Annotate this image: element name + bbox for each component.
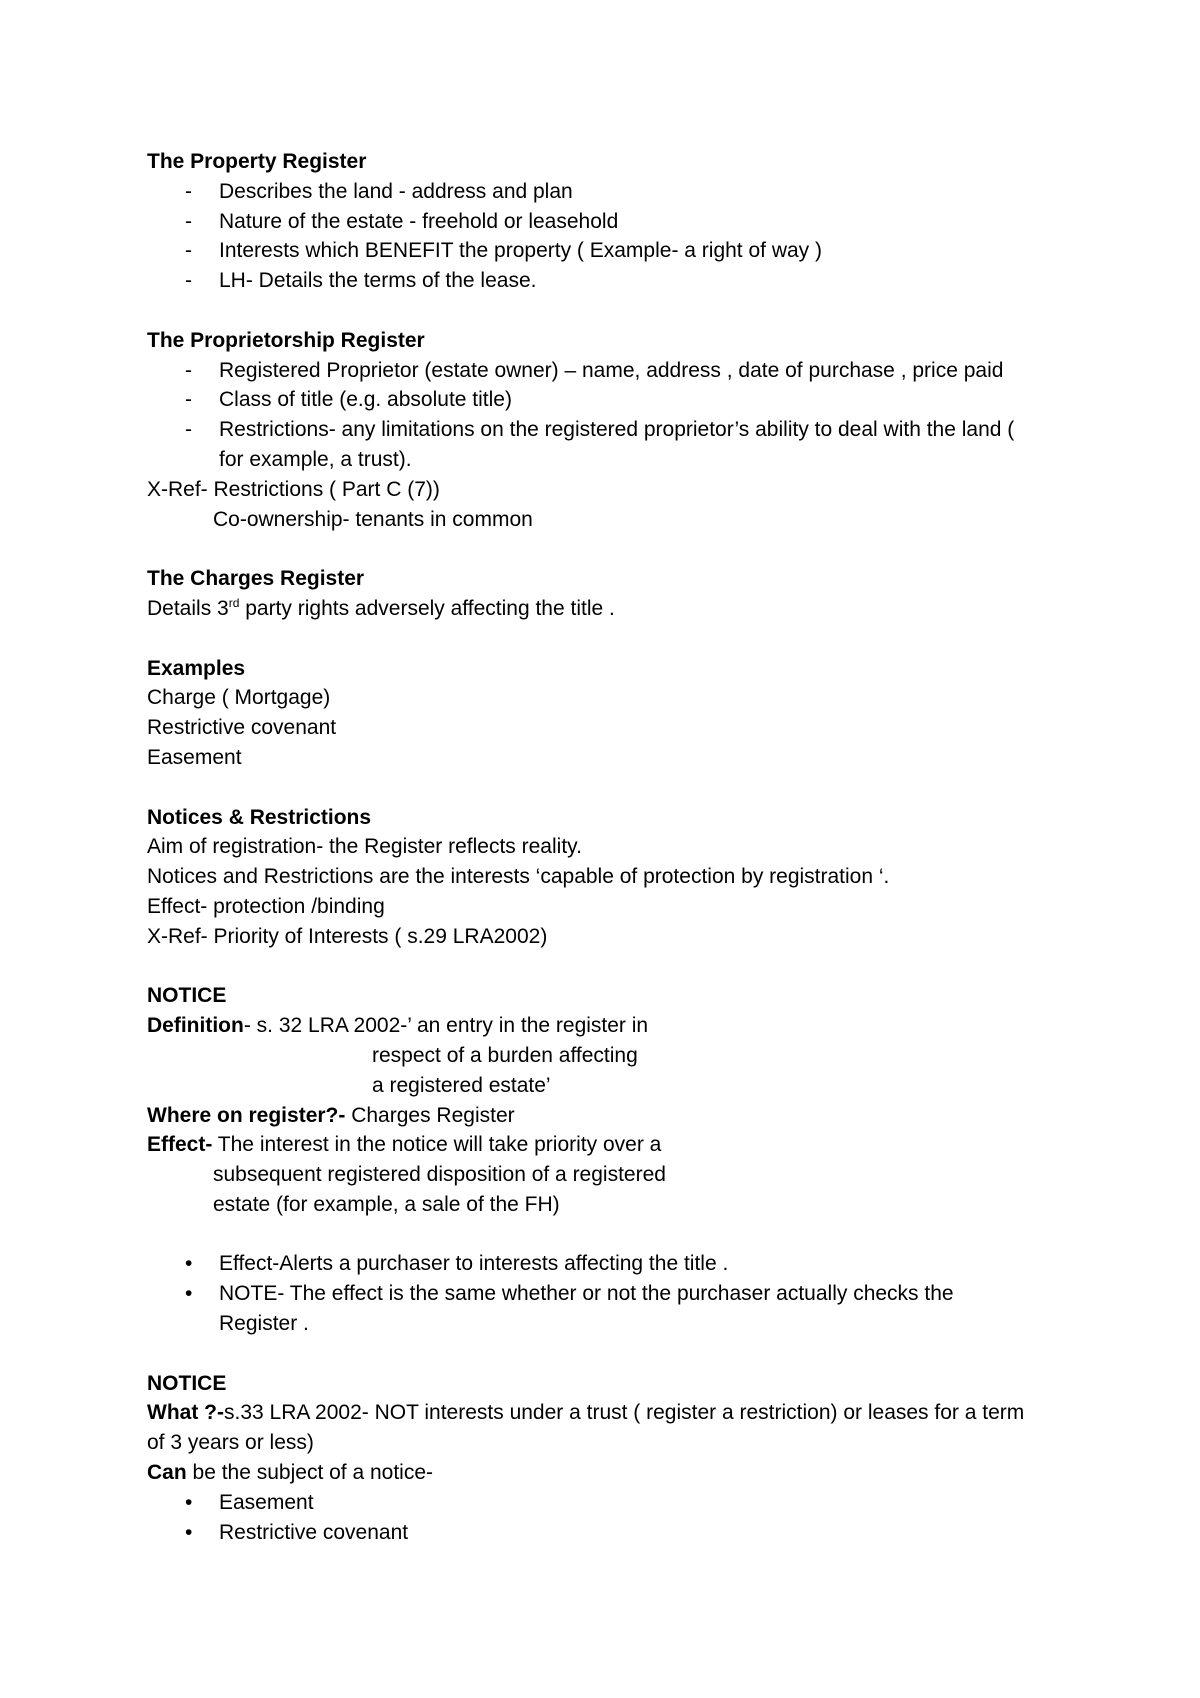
notice-heading: NOTICE bbox=[147, 1371, 227, 1395]
example-item: Restrictive covenant bbox=[147, 716, 337, 740]
notice-what: What ?-s.33 LRA 2002- NOT interests under a trust ( register a restriction) or leases for a term of 3 years or less) bbox=[147, 1401, 1025, 1455]
dash-marker: - bbox=[185, 269, 192, 293]
notice-heading: NOTICE bbox=[147, 984, 227, 1008]
example-item: Charge ( Mortgage) bbox=[147, 686, 331, 710]
notices-line: Notices and Restrictions are the interests ‘capable of protection by registration ‘. bbox=[147, 865, 890, 889]
bullet-marker: • bbox=[185, 1282, 193, 1306]
notice-where: Where on register?- Charges Register bbox=[147, 1103, 515, 1127]
charges-register-details: Details 3rd party rights adversely affecting the title . bbox=[147, 595, 615, 620]
list-item: - Registered Proprietor (estate owner) – name, address , date of purchase , price paid bbox=[147, 356, 1107, 386]
notice-effect: Effect- The interest in the notice will take priority over a bbox=[147, 1133, 662, 1157]
notices-line: X-Ref- Priority of Interests ( s.29 LRA2002) bbox=[147, 924, 548, 948]
notice-effect-cont: estate (for example, a sale of the FH) bbox=[213, 1192, 560, 1216]
xref-co-ownership: Co-ownership- tenants in common bbox=[213, 507, 533, 531]
list-item: - Restrictions- any limitations on the registered proprietor’s ability to deal with the land ( for example, a trust). bbox=[147, 415, 1039, 475]
examples-heading: Examples bbox=[147, 656, 246, 680]
dash-marker: - bbox=[185, 179, 192, 203]
dash-marker: - bbox=[185, 418, 192, 442]
notices-line: Aim of registration- the Register reflects reality. bbox=[147, 835, 582, 859]
document-page bbox=[147, 147, 1107, 1547]
notice-definition: Definition- s. 32 LRA 2002-’ an entry in the register in bbox=[147, 1014, 649, 1038]
list-item: - Describes the land - address and plan bbox=[147, 177, 1107, 207]
list-item: - LH- Details the terms of the lease. bbox=[147, 266, 1107, 296]
notice-can-be: Can be the subject of a notice- bbox=[147, 1461, 434, 1485]
example-item: Easement bbox=[147, 745, 242, 769]
dash-marker: - bbox=[185, 239, 192, 263]
dash-marker: - bbox=[185, 358, 192, 382]
list-item: - Interests which BENEFIT the property ( Example- a right of way ) bbox=[147, 236, 1107, 266]
bullet-marker: • bbox=[185, 1520, 193, 1544]
notice-definition-cont: respect of a burden affecting bbox=[372, 1043, 638, 1067]
notice-definition-cont: a registered estate’ bbox=[372, 1073, 551, 1097]
notices-line: Effect- protection /binding bbox=[147, 894, 385, 918]
list-item: - Class of title (e.g. absolute title) bbox=[147, 385, 1107, 415]
bullet-item: • Easement bbox=[147, 1488, 1107, 1518]
bullet-item: • Restrictive covenant bbox=[147, 1518, 1107, 1548]
property-register-heading: The Property Register bbox=[147, 150, 367, 173]
list-item: - Nature of the estate - freehold or leasehold bbox=[147, 207, 1107, 237]
bullet-marker: • bbox=[185, 1252, 193, 1276]
dash-marker: - bbox=[185, 209, 192, 233]
proprietorship-register-heading: The Proprietorship Register bbox=[147, 328, 425, 352]
notices-restrictions-heading: Notices & Restrictions bbox=[147, 805, 372, 829]
dash-marker: - bbox=[185, 388, 192, 412]
notice-effect-cont: subsequent registered disposition of a registered bbox=[213, 1163, 666, 1187]
xref-restrictions: X-Ref- Restrictions ( Part C (7)) bbox=[147, 477, 440, 501]
charges-register-heading: The Charges Register bbox=[147, 567, 365, 591]
bullet-marker: • bbox=[185, 1490, 193, 1514]
bullet-item: • NOTE- The effect is the same whether or not the purchaser actually checks the Register . bbox=[147, 1279, 1019, 1339]
bullet-item: • Effect-Alerts a purchaser to interests affecting the title . bbox=[147, 1249, 1107, 1279]
